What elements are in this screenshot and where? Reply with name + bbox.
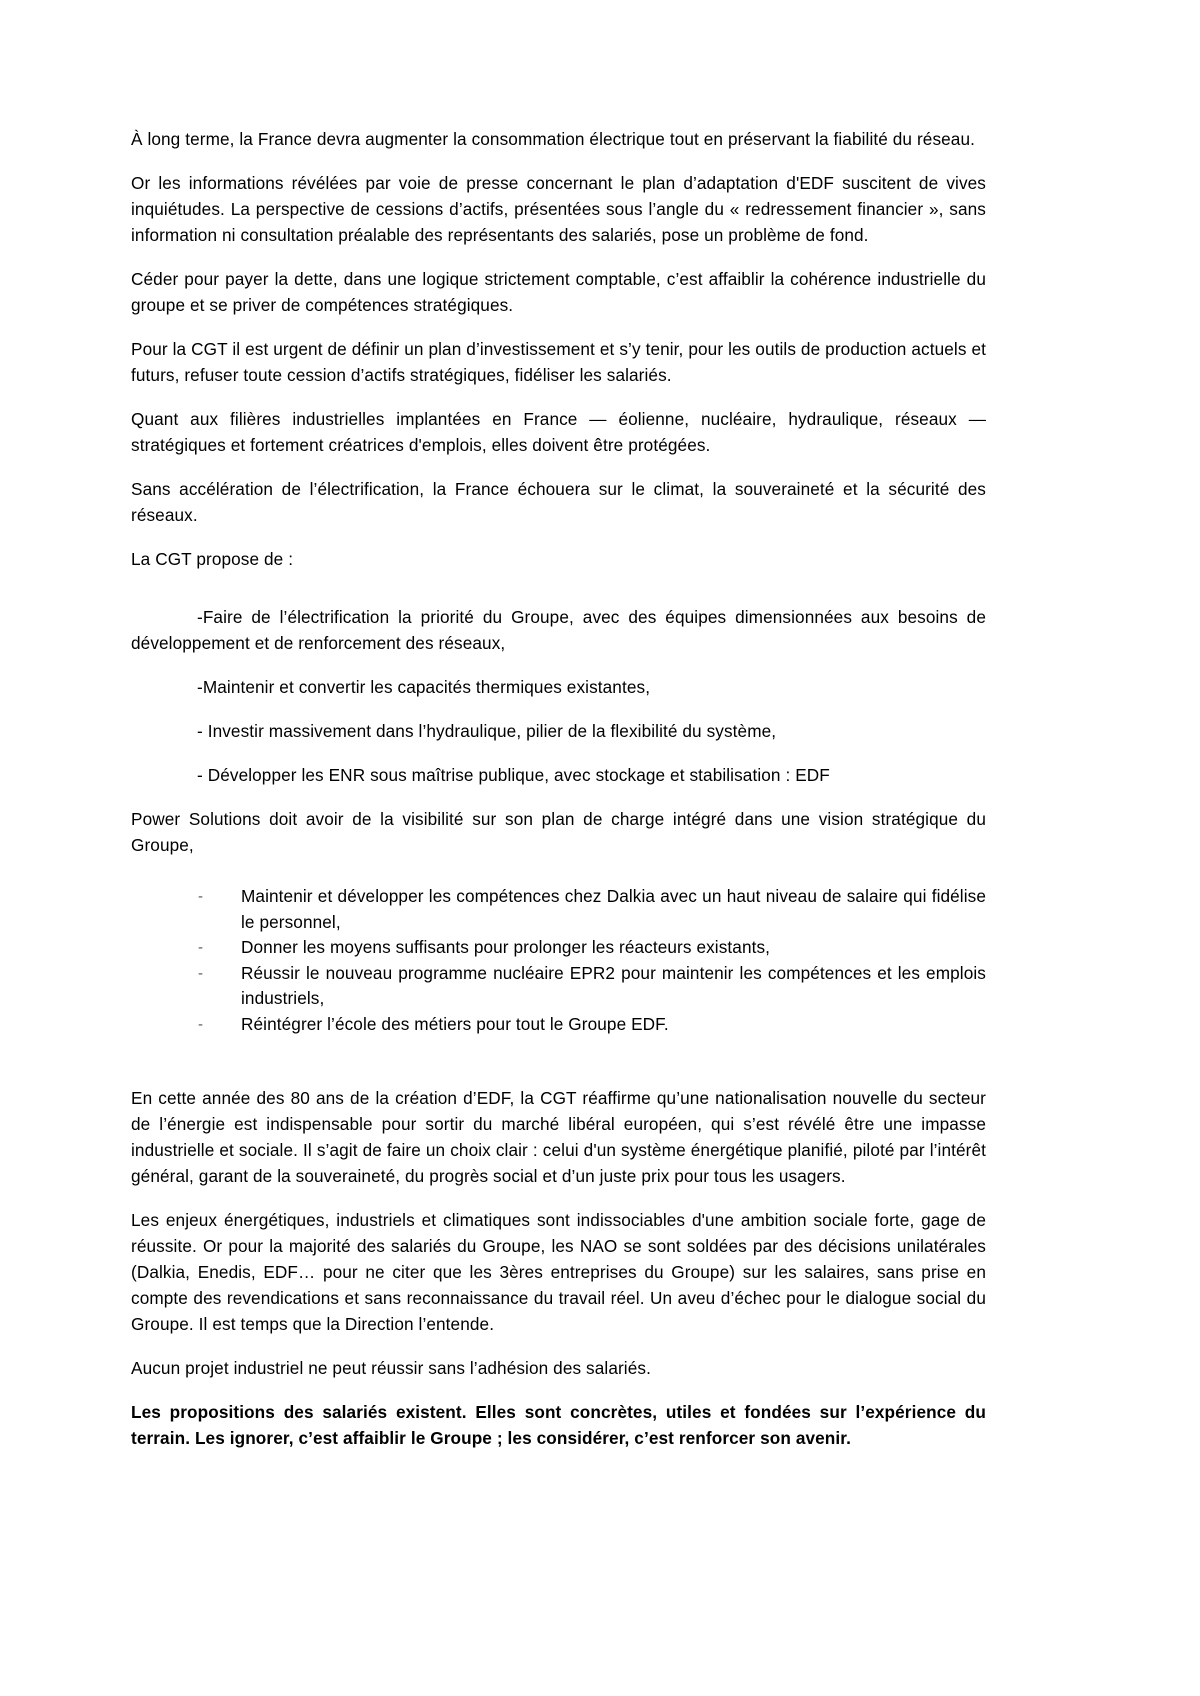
proposal-enr: - Développer les ENR sous maîtrise publique, avec stockage et stabilisation : EDF: [197, 765, 830, 785]
dash-bullet-icon: -: [198, 888, 204, 905]
spacer-before-proposals: [131, 590, 986, 604]
paragraph-power-solutions: Power Solutions doit avoir de la visibilité sur son plan de charge intégré dans une vision stratégique du Groupe,: [131, 809, 986, 855]
bullet-list-groupe-demands: [131, 884, 986, 1037]
proposal-hydraulique: - Investir massivement dans l’hydraulique, pilier de la flexibilité du système,: [197, 721, 777, 741]
paragraph-plan-investissement: Pour la CGT il est urgent de définir un plan d’investissement et s’y tenir, pour les outils de production actuels et futurs, refuser toute cession d’actifs stratégiques, fidéliser les salariés.: [131, 339, 986, 385]
list-item: [131, 961, 986, 1012]
proposal-capacites-thermiques: -Maintenir et convertir les capacités thermiques existantes,: [197, 677, 651, 697]
proposal-electrification: -Faire de l’électrification la priorité du Groupe, avec des équipes dimensionnées aux besoins de développement et de renforcement des réseaux,: [131, 607, 986, 653]
paragraph-cgt-propose-intro: La CGT propose de :: [131, 549, 294, 569]
dash-bullet-icon: -: [198, 1015, 204, 1033]
dash-bullet-icon: -: [198, 964, 204, 982]
list-item: [131, 884, 986, 935]
paragraph-long-terme: À long terme, la France devra augmenter la consommation électrique tout en préservant la fiabilité du réseau.: [131, 129, 975, 149]
paragraph-aucun-projet: Aucun projet industriel ne peut réussir sans l’adhésion des salariés.: [131, 1358, 651, 1378]
spacer-before-closing: [131, 1059, 986, 1085]
list-item-label: Donner les moyens suffisants pour prolonger les réacteurs existants,: [241, 937, 771, 957]
dash-bullet-icon: -: [198, 939, 204, 956]
paragraph-enjeux-nao: Les enjeux énergétiques, industriels et climatiques sont indissociables d'une ambition sociale forte, gage de réussite. Or pour la majorité des salariés du Groupe, les NAO se sont soldées par des décisions unilatérales (Dalkia, Enedis, EDF… pour ne citer que les 3ères entreprises du Groupe) sur les salaires, sans prise en compte des revendications et sans reconnaissance du travail réel. Un aveu d’échec pour le dialogue social du Groupe. Il est temps que la Direction l’entende.: [131, 1210, 986, 1334]
paragraph-informations-presse: Or les informations révélées par voie de presse concernant le plan d’adaptation d'EDF suscitent de vives inquiétudes. La perspective de cessions d’actifs, présentées sous l’angle du « redressement financier », sans information ni consultation préalable des représentants des salariés, pose un problème de fond.: [131, 173, 986, 245]
paragraph-acceleration-electrification: Sans accélération de l’électrification, la France échouera sur le climat, la souveraineté et la sécurité des réseaux.: [131, 479, 986, 525]
list-item: [131, 935, 986, 961]
document-body: [131, 126, 986, 1469]
list-item: [131, 1012, 986, 1038]
list-item-label: Maintenir et développer les compétences chez Dalkia avec un haut niveau de salaire qui fidélise le personnel,: [241, 886, 986, 932]
list-item-label: Réussir le nouveau programme nucléaire EPR2 pour maintenir les compétences et les emplois industriels,: [241, 962, 986, 1008]
paragraph-ceder-payer-dette: Céder pour payer la dette, dans une logique strictement comptable, c’est affaiblir la cohérence industrielle du groupe et se priver de compétences stratégiques.: [131, 269, 986, 315]
paragraph-filieres-industrielles: Quant aux filières industrielles implantées en France — éolienne, nucléaire, hydraulique, réseaux — stratégiques et fortement créatrices d'emplois, elles doivent être protégées.: [131, 409, 986, 455]
paragraph-conclusion: Les propositions des salariés existent. Elles sont concrètes, utiles et fondées sur l’expérience du terrain. Les ignorer, c’est affaiblir le Groupe ; les considérer, c’est renforcer son avenir.: [131, 1402, 986, 1448]
list-item-label: Réintégrer l’école des métiers pour tout le Groupe EDF.: [241, 1013, 669, 1034]
paragraph-80-ans-edf: En cette année des 80 ans de la création d’EDF, la CGT réaffirme qu’une nationalisation nouvelle du secteur de l’énergie est indispensable pour sortir du marché libéral européen, qui s’est révélé être une impasse industrielle et sociale. Il s’agit de faire un choix clair : celui d'un système énergétique planifié, piloté par l’intérêt général, garant de la souveraineté, du progrès social et d’un juste prix pour tous les usagers.: [131, 1088, 986, 1186]
